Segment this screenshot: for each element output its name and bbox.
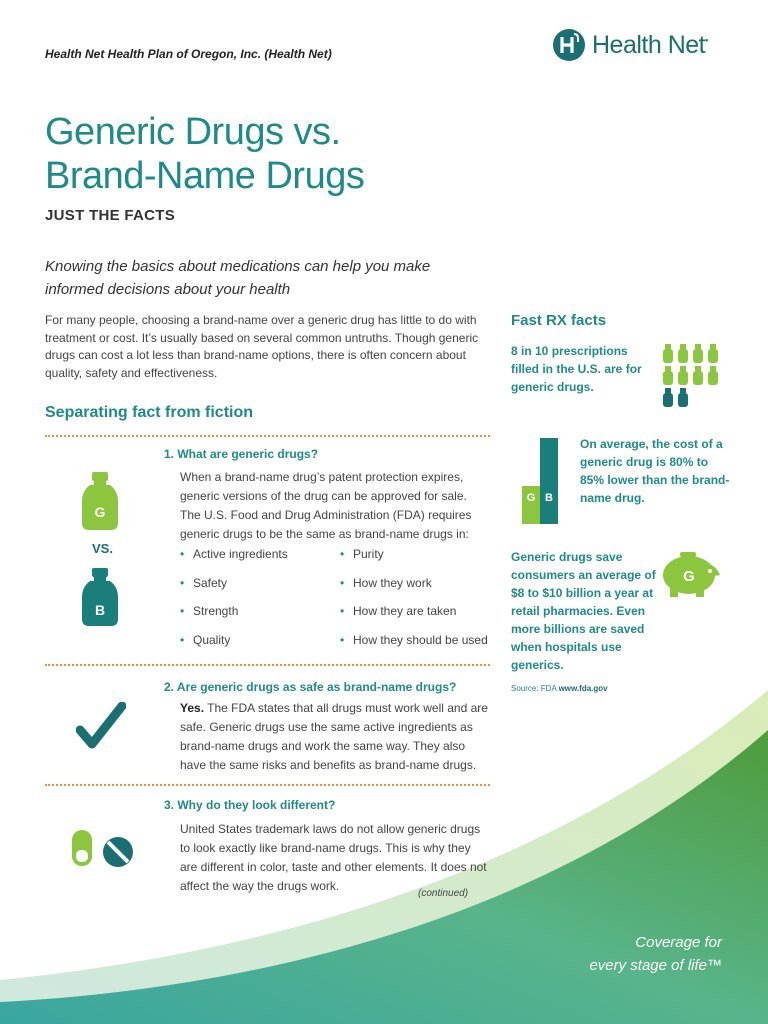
question-3-title: 3. Why do they look different? xyxy=(164,798,336,812)
generic-letter: G xyxy=(94,504,106,520)
list-item: • Quality xyxy=(180,633,340,652)
dotted-divider xyxy=(45,435,490,437)
tagline-line-1: Coverage for xyxy=(635,934,722,951)
answer-text: The FDA states that all drugs must work well and are safe. Generic drugs use the same active ingredients as brand-name drugs and work the same way. They also have the same risks and benefits as brand-name drugs. xyxy=(180,701,488,772)
list-item: • How they work xyxy=(340,576,500,595)
bar-generic-label: G xyxy=(526,492,536,504)
source-link[interactable]: www.fda.gov xyxy=(558,684,608,693)
list-item: • Active ingredients xyxy=(180,547,340,566)
health-net-logo-mark-icon xyxy=(552,28,586,62)
page-subtitle: JUST THE FACTS xyxy=(45,207,176,224)
list-item: • Purity xyxy=(340,547,500,566)
question-1-title: 1. What are generic drugs? xyxy=(164,447,319,461)
title-line-2: Brand-Name Drugs xyxy=(45,155,365,197)
bar-brand-label: B xyxy=(545,492,553,504)
fast-facts-title: Fast RX facts xyxy=(511,312,607,329)
page-title xyxy=(45,110,364,198)
intro-paragraph: For many people, choosing a brand-name over a generic drug has little to do with treatment or cost. It’s usually based on several common untruths. Though generic drugs can cost a lot less than brand-name options, there is often concern about quality, safety and effectiveness. xyxy=(45,313,479,380)
piggy-bank-icon xyxy=(656,549,722,599)
fact-2: On average, the cost of a generic drug is 80% to 85% lower than the brand-name drug. xyxy=(580,437,730,505)
fact-1: 8 in 10 prescriptions filled in the U.S. are for generic drugs. xyxy=(511,344,642,394)
generic-bottle-icon xyxy=(80,472,120,530)
health-net-logo xyxy=(552,28,708,62)
logo-text: Health Net• xyxy=(592,30,708,59)
list-item: • How they are taken xyxy=(340,604,500,623)
continued-note: (continued) xyxy=(418,888,469,899)
question-2-body xyxy=(180,699,490,775)
lead-paragraph: Knowing the basics about medications can help you make informed decisions about your health xyxy=(45,258,431,298)
piggy-letter: G xyxy=(683,568,695,585)
organization-line: Health Net Health Plan of Oregon, Inc. (Health Net) xyxy=(45,47,332,61)
checkmark-icon xyxy=(76,702,126,750)
section-heading: Separating fact from fiction xyxy=(45,404,254,421)
dotted-divider xyxy=(45,784,490,786)
list-item: • Safety xyxy=(180,576,340,595)
tagline xyxy=(589,931,722,977)
question-3-body: United States trademark laws do not allow generic drugs to look exactly like brand-name drugs. This is why they are different in color, taste and other elements. It does not affect the way the drugs work. xyxy=(180,822,487,893)
brand-bottle-icon xyxy=(80,568,120,626)
question-2-title: 2. Are generic drugs as safe as brand-name drugs? xyxy=(164,680,457,694)
source-note xyxy=(511,684,608,693)
source-prefix: Source: FDA xyxy=(511,684,559,693)
pills-icon xyxy=(68,826,136,870)
vs-label: VS. xyxy=(92,541,113,556)
list-item: • Strength xyxy=(180,604,340,623)
title-line-1: Generic Drugs vs. xyxy=(45,111,341,153)
brand-letter: B xyxy=(94,602,106,618)
answer-yes: Yes. xyxy=(180,701,205,715)
list-item: • How they should be used xyxy=(340,633,500,652)
bottles-grid-icon xyxy=(660,343,720,411)
fact-3: Generic drugs save consumers an average of $8 to $10 billion a year at retail pharmacies. Even more billions are saved when hospitals use generics. xyxy=(511,550,656,672)
question-1-body: When a brand-name drug’s patent protection expires, generic versions of the drug can be approved for sale. The U.S. Food and Drug Administration (FDA) requires generic drugs to be the same as brand-name drugs in: xyxy=(180,470,472,541)
dotted-divider xyxy=(45,664,490,666)
cost-bar-icon xyxy=(522,438,558,524)
bullet-list xyxy=(180,547,500,651)
tagline-line-2: every stage of life™ xyxy=(589,957,722,974)
